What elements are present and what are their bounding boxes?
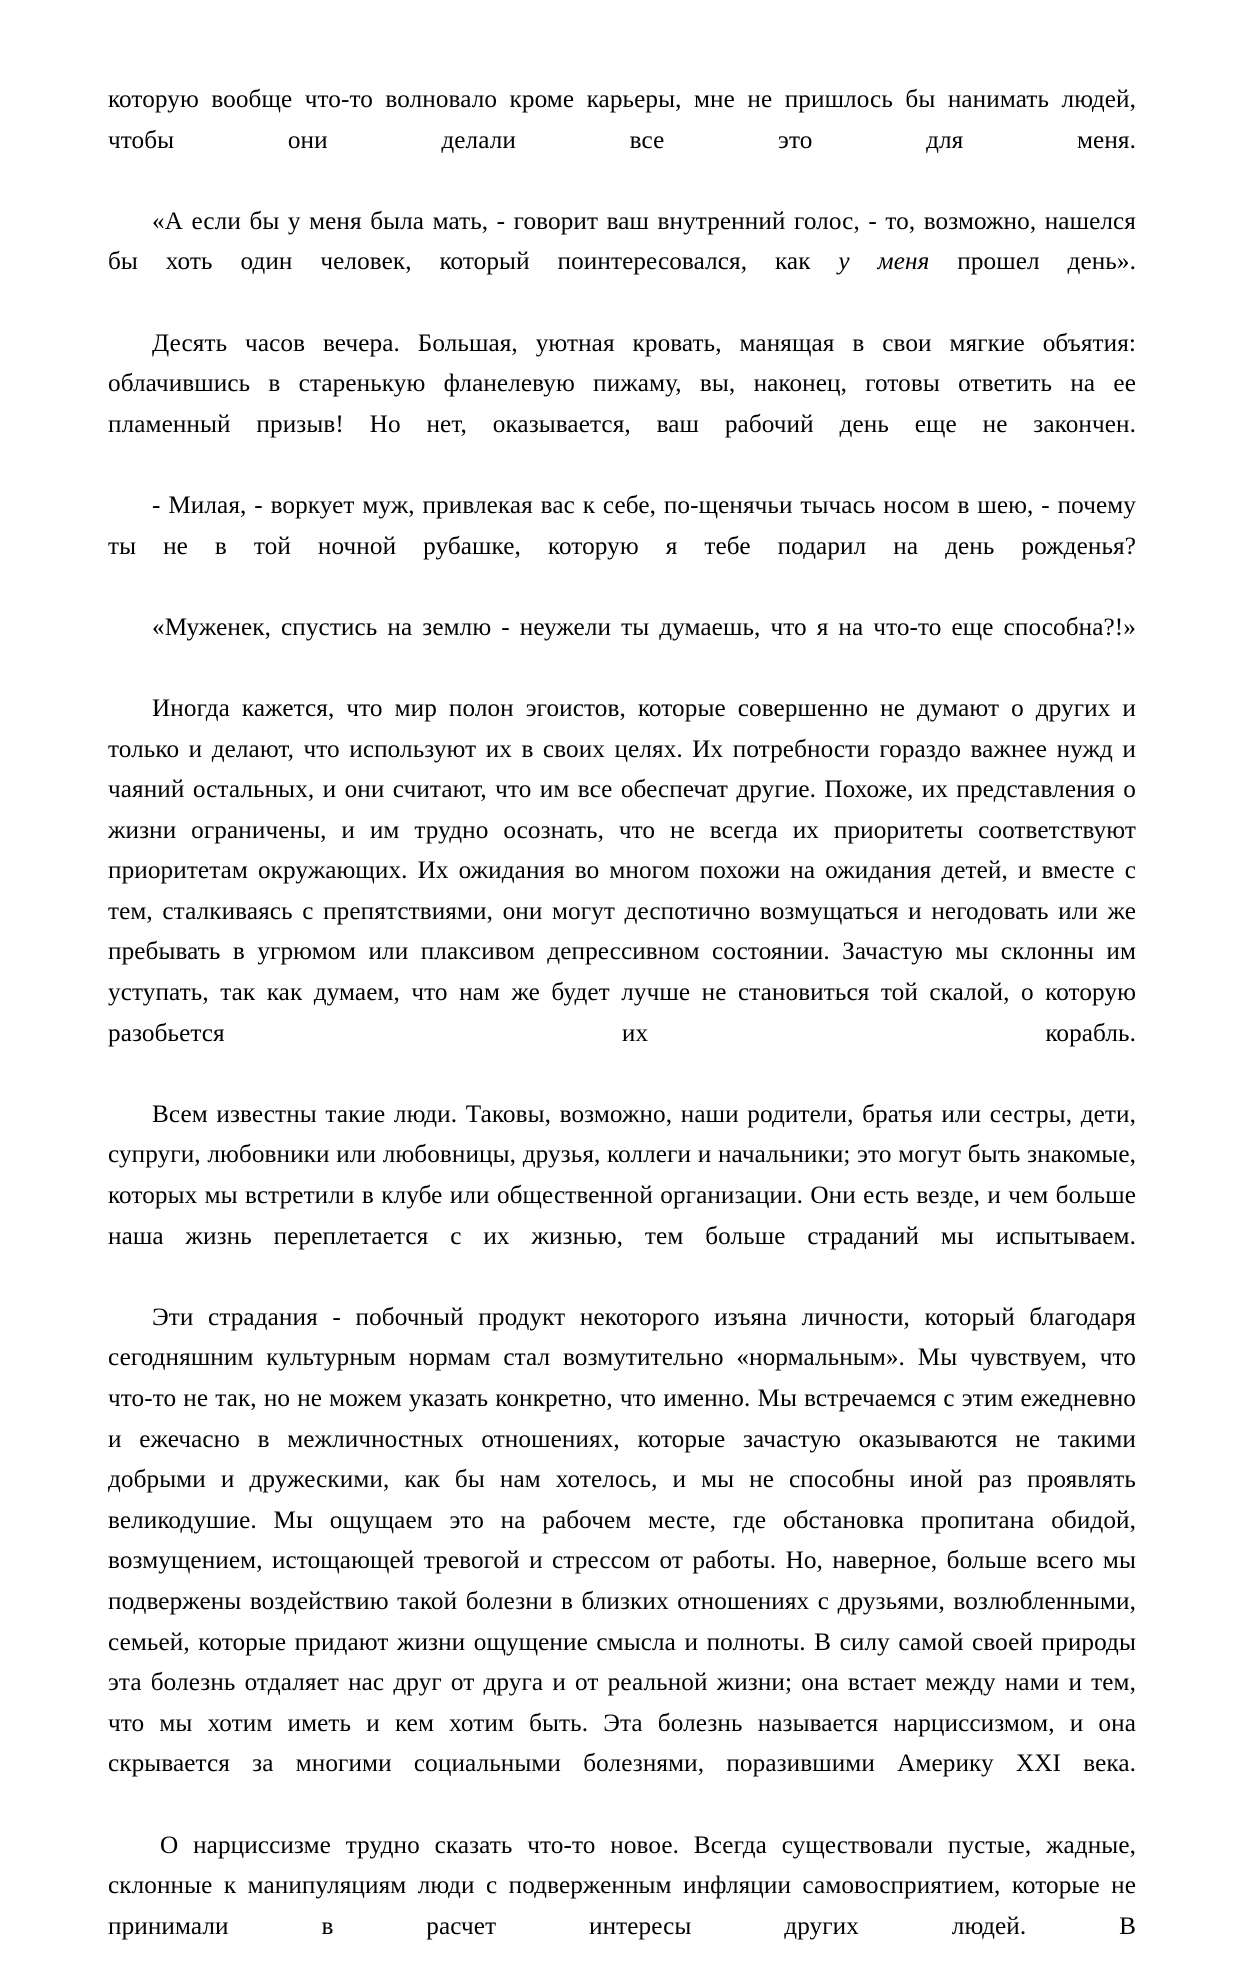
- paragraph-8: Эти страдания - побочный продукт некоторого изъяна личности, который благодаря сегодняшним культурным нормам стал возмутительно «нормальным». Мы чувствуем, что что-то не так, но не можем указать конкретно, что именно. Мы встречаемся с этим ежедневно и ежечасно в межличностных отношениях, которые зачастую оказываются не такими добрыми и дружескими, как бы нам хотелось, и мы не способны иной раз проявлять великодушие. Мы ощущаем это на рабочем месте, где обстановка пропитана обидой, возмущением, истощающей тревогой и стрессом от работы. Но, наверное, больше всего мы подвержены воздействию такой болезни в близких отношениях с друзьями, возлюбленными, семьей, которые придают жизни ощущение смысла и полноты. В силу самой своей природы эта болезнь отдаляет нас друг от друга и от реальной жизни; она встает между нами и тем, что мы хотим иметь и кем хотим быть. Эта болезнь называется нарциссизмом, и она скрывается за многими социальными болезнями, поразившими Америку XXI века.: [108, 1303, 1136, 1778]
- paragraph-5: «Муженек, спустись на землю - неужели ты думаешь, что я на что-то еще способна?!»: [152, 613, 1136, 641]
- paragraph-2-italic-emphasis: у меня: [838, 248, 930, 276]
- paragraph-3: Десять часов вечера. Большая, уютная кровать, манящая в свои мягкие объятия: облачившись в старенькую фланелевую пижаму, вы, наконец, готовы ответить на ее пламенный призыв! Но нет, оказывается, ваш рабочий день еще не закончен.: [108, 329, 1136, 438]
- paragraph-1: которую вообще что-то волновало кроме карьеры, мне не пришлось бы нанимать людей, чтобы они делали все это для меня.: [108, 86, 1136, 154]
- text-column: [108, 80, 1136, 1988]
- paragraph-2-text-before-italic: «А если бы у меня была мать, - говорит ваш внутренний голос, - то, возможно, нашелся бы хоть один человек, который поинтересовался, как: [108, 207, 1136, 276]
- paragraph-4: - Милая, - воркует муж, привлекая вас к себе, по-щенячьи тычась носом в шею, - почему ты не в той ночной рубашке, которую я тебе подарил на день рожденья?: [108, 491, 1136, 560]
- paragraph-7: Всем известны такие люди. Таковы, возможно, наши родители, братья или сестры, дети, супруги, любовники или любовницы, друзья, коллеги и начальники; это могут быть знакомые, которых мы встретили в клубе или общественной организации. Они есть везде, и чем больше наша жизнь переплетается с их жизнью, тем больше страданий мы испытываем.: [108, 1100, 1136, 1250]
- paragraph-2-text-after-italic: прошел день».: [929, 248, 1136, 276]
- paragraph-2: [108, 202, 1136, 324]
- paragraph-6: Иногда кажется, что мир полон эгоистов, которые совершенно не думают о других и только и делают, что используют их в своих целях. Их потребности гораздо важнее нужд и чаяний остальных, и они считают, что им все обеспечат другие. Похоже, их представления о жизни ограничены, и им трудно осознать, что не всегда их приоритеты соответствуют приоритетам окружающих. Их ожидания во многом похожи на ожидания детей, и вместе с тем, сталкиваясь с препятствиями, они могут деспотично возмущаться и негодовать или же пребывать в угрюмом или плаксивом депрессивном состоянии. Зачастую мы склонны им уступать, так как думаем, что нам же будет лучше не становиться той скалой, о которую разобьется их корабль.: [108, 694, 1136, 1047]
- paragraph-9: О нарциссизме трудно сказать что-то новое. Всегда существовали пустые, жадные, склонные к манипуляциям люди с подверженным инфляции самовосприятием, которые не принимали в расчет интересы других людей. В: [108, 1831, 1136, 1940]
